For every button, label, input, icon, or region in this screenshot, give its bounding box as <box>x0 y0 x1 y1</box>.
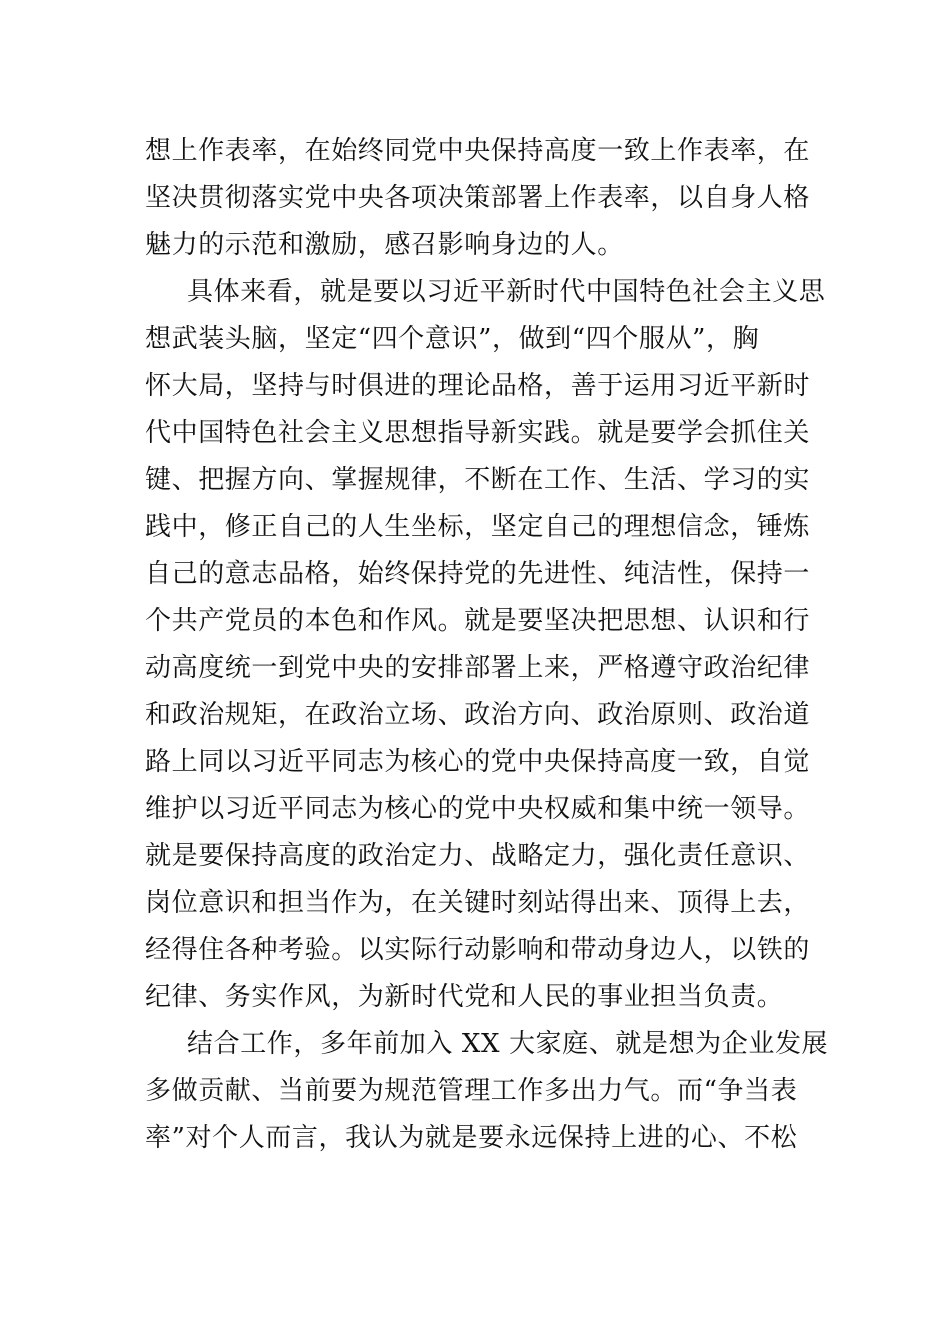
text-line: 就是要保持高度的政治定力、战略定力，强化责任意识、 <box>145 841 811 871</box>
text-line: 动高度统一到党中央的安排部署上来，严格遵守政治纪律 <box>145 653 811 683</box>
text-line: 和政治规矩，在政治立场、政治方向、政治原则、政治道 <box>145 700 811 730</box>
text-line: 践中，修正自己的人生坐标，坚定自己的理想信念，锤炼 <box>145 512 811 542</box>
text-line: 纪律、务实作风，为新时代党和人民的事业担当负责。 <box>145 982 784 1012</box>
text-line: 想武装头脑，坚定“四个意识”，做到“四个服从”，胸 <box>145 324 760 354</box>
text-line: 代中国特色社会主义思想指导新实践。就是要学会抓住关 <box>145 418 811 448</box>
text-line: 想上作表率，在始终同党中央保持高度一致上作表率，在 <box>145 136 811 166</box>
text-line: 多做贡献、当前要为规范管理工作多出力气。而“争当表 <box>145 1076 798 1106</box>
paragraph-start-line: 结合工作，多年前加入 XX 大家庭、就是想为企业发展 <box>187 1029 829 1059</box>
text-line: 路上同以习近平同志为核心的党中央保持高度一致，自觉 <box>145 747 811 777</box>
text-line: 率”对个人而言，我认为就是要永远保持上进的心、不松 <box>145 1123 798 1153</box>
text-line: 岗位意识和担当作为，在关键时刻站得出来、顶得上去， <box>145 888 811 918</box>
text-line: 经得住各种考验。以实际行动影响和带动身边人，以铁的 <box>145 935 811 965</box>
text-line: 坚决贯彻落实党中央各项决策部署上作表率，以自身人格 <box>145 183 811 213</box>
text-line: 键、把握方向、掌握规律，不断在工作、生活、学习的实 <box>145 465 811 495</box>
paragraph-start-line: 具体来看，就是要以习近平新时代中国特色社会主义思 <box>187 277 826 307</box>
text-line: 个共产党员的本色和作风。就是要坚决把思想、认识和行 <box>145 606 811 636</box>
text-line: 魅力的示范和激励，感召影响身边的人。 <box>145 230 624 260</box>
text-line: 维护以习近平同志为核心的党中央权威和集中统一领导。 <box>145 794 811 824</box>
text-line: 怀大局，坚持与时俱进的理论品格，善于运用习近平新时 <box>145 371 811 401</box>
body-text <box>145 128 829 1162</box>
text-line: 自己的意志品格，始终保持党的先进性、纯洁性，保持一 <box>145 559 811 589</box>
